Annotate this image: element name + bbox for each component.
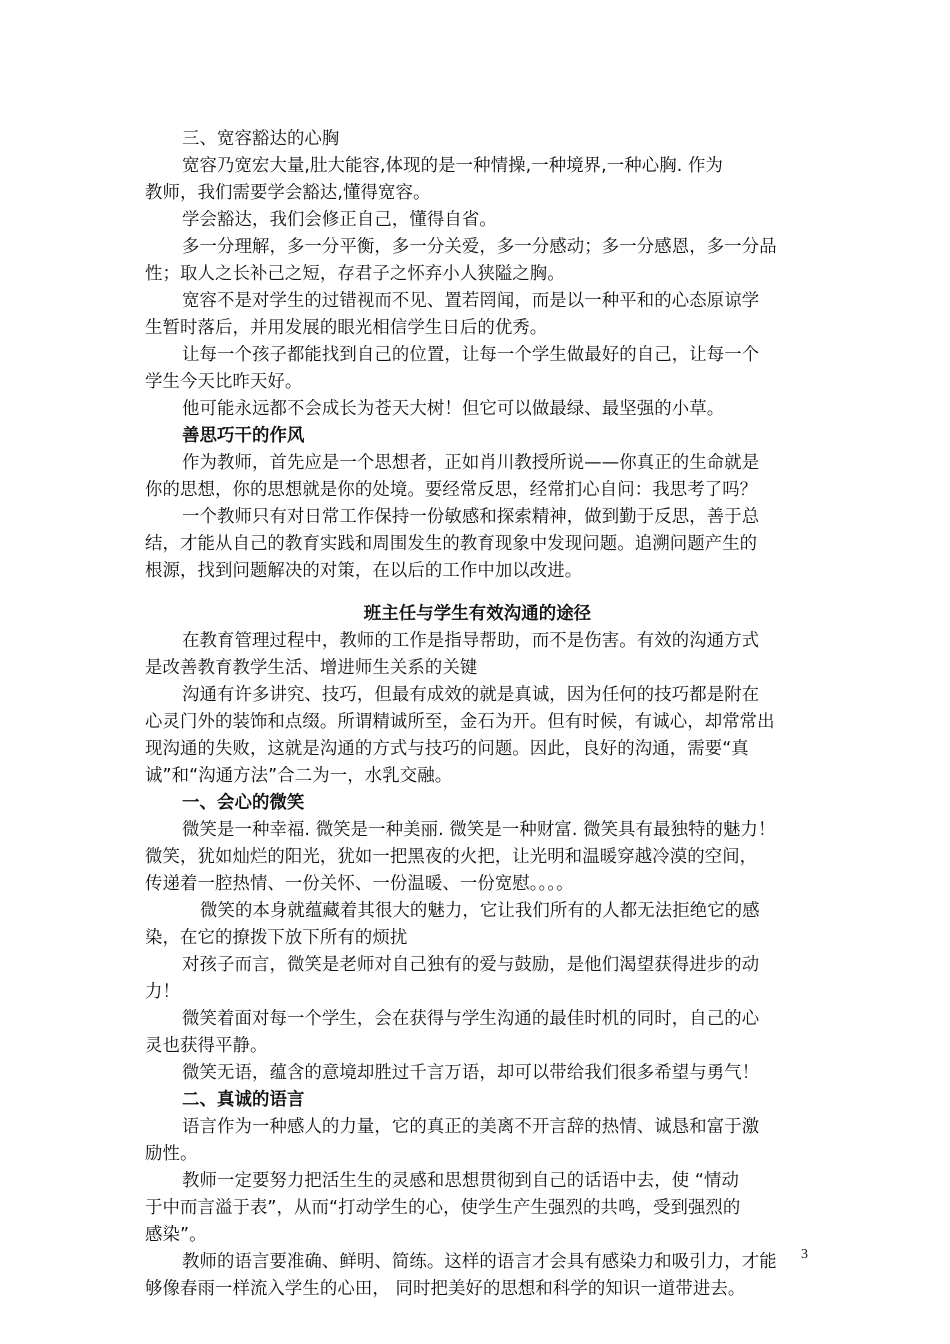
- text-line: 教师一定要努力把活生生的灵感和思想贯彻到自己的话语中去，使 “情动: [182, 1171, 739, 1191]
- text-line: 心灵门外的装饰和点缀。所谓精诚所至，金石为开。但有时候，有诚心，却常常出: [145, 712, 775, 732]
- text-line: 语言作为一种感人的力量，它的真正的美离不开言辞的热情、诚恳和富于激: [182, 1117, 760, 1137]
- text-line: 学生今天比昨天好。: [145, 372, 303, 392]
- text-line: 教师的语言要准确、鲜明、简练。这样的语言才会具有感染力和吸引力，才能: [182, 1252, 777, 1272]
- text-line: 宽容不是对学生的过错视而不见、置若罔闻，而是以一种平和的心态原谅学: [182, 291, 760, 311]
- text-line: 微笑是一种幸福. 微笑是一种美丽. 微笑是一种财富. 微笑具有最独特的魅力！: [182, 820, 776, 840]
- text-line: 染，在它的撩拨下放下所有的烦扰: [145, 928, 408, 948]
- text-line: 沟通有许多讲究、技巧，但最有成效的就是真诚，因为任何的技巧都是附在: [182, 685, 760, 705]
- section-reflection-body: [145, 450, 810, 585]
- text-line: 诚”和“沟通方法”合二为一，水乳交融。: [145, 766, 453, 786]
- text-line: 力！: [145, 982, 180, 1002]
- article-intro: [145, 628, 810, 790]
- text-line: 他可能永远都不会成长为苍天大树！但它可以做最绿、最坚强的小草。: [182, 399, 725, 419]
- text-line: 教师，我们需要学会豁达,懂得宽容。: [145, 183, 431, 203]
- text-line: 微笑无语，蕴含的意境却胜过千言万语，却可以带给我们很多希望与勇气！: [182, 1063, 760, 1083]
- text-line: 学会豁达，我们会修正自己，懂得自省。: [182, 210, 497, 230]
- text-line: 够像春雨一样流入学生的心田， 同时把美好的思想和科学的知识一道带进去。: [145, 1279, 746, 1299]
- part1-heading: 一、会心的微笑: [182, 793, 305, 813]
- text-line: 作为教师，首先应是一个思想者，正如肖川教授所说——你真正的生命就是: [182, 453, 760, 473]
- text-line: 感染”。: [145, 1225, 207, 1245]
- text-line: 是改善教育教学生活、增进师生关系的关键: [145, 658, 478, 678]
- text-line: 对孩子而言，微笑是老师对自己独有的爱与鼓励，是他们渴望获得进步的动: [182, 955, 760, 975]
- text-line: 结，才能从自己的教育实践和周围发生的教育现象中发现问题。追溯问题产生的: [145, 534, 758, 554]
- text-line: 励性。: [145, 1144, 198, 1164]
- text-line: 现沟通的失败，这就是沟通的方式与技巧的问题。因此，良好的沟通，需要“真: [145, 739, 749, 759]
- text-line: 让每一个孩子都能找到自己的位置，让每一个学生做最好的自己，让每一个: [182, 345, 760, 365]
- text-line: 微笑的本身就蕴藏着其很大的魅力，它让我们所有的人都无法拒绝它的感: [200, 901, 760, 921]
- article-title: 班主任与学生有效沟通的途径: [363, 604, 592, 624]
- section-tolerance-body: [145, 153, 810, 423]
- text-line: 在教育管理过程中，教师的工作是指导帮助，而不是伤害。有效的沟通方式: [182, 631, 760, 651]
- part2-heading: 二、真诚的语言: [182, 1090, 305, 1110]
- text-line: 微笑着面对每一个学生，会在获得与学生沟通的最佳时机的同时，自己的心: [182, 1009, 760, 1029]
- text-line: 你的思想，你的思想就是你的处境。要经常反思，经常扪心自问：我思考了吗？: [145, 480, 758, 500]
- text-line: 性；取人之长补己之短，存君子之怀弃小人狭隘之胸。: [145, 264, 565, 284]
- part2-body: [145, 1114, 810, 1303]
- text-line: 根源，找到问题解决的对策，在以后的工作中加以改进。: [145, 561, 583, 581]
- paragraph-gap: [145, 585, 810, 601]
- part1-body: [145, 817, 810, 1087]
- text-line: 传递着一腔热情、一份关怀、一份温暖、一份宽慰。。。。: [145, 874, 574, 894]
- text-line: 微笑，犹如灿烂的阳光，犹如一把黑夜的火把，让光明和温暖穿越冷漠的空间，: [145, 847, 758, 867]
- section-heading-tolerance: 三、宽容豁达的心胸: [182, 129, 340, 149]
- text-line: 多一分理解，多一分平衡，多一分关爱，多一分感动；多一分感恩，多一分品: [182, 237, 777, 257]
- page-content: [145, 126, 810, 1303]
- text-line: 灵也获得平静。: [145, 1036, 268, 1056]
- text-line: 生暂时落后，并用发展的眼光相信学生日后的优秀。: [145, 318, 548, 338]
- page-number: 3: [801, 1247, 808, 1262]
- section-heading-reflection: 善思巧干的作风: [182, 426, 305, 446]
- text-line: 一个教师只有对日常工作保持一份敏感和探索精神，做到勤于反思，善于总: [182, 507, 760, 527]
- text-line: 于中而言溢于表”，从而“打动学生的心，使学生产生强烈的共鸣，受到强烈的: [145, 1198, 741, 1218]
- text-line: 宽容乃宽宏大量,肚大能容,体现的是一种情操,一种境界,一种心胸. 作为: [182, 156, 723, 176]
